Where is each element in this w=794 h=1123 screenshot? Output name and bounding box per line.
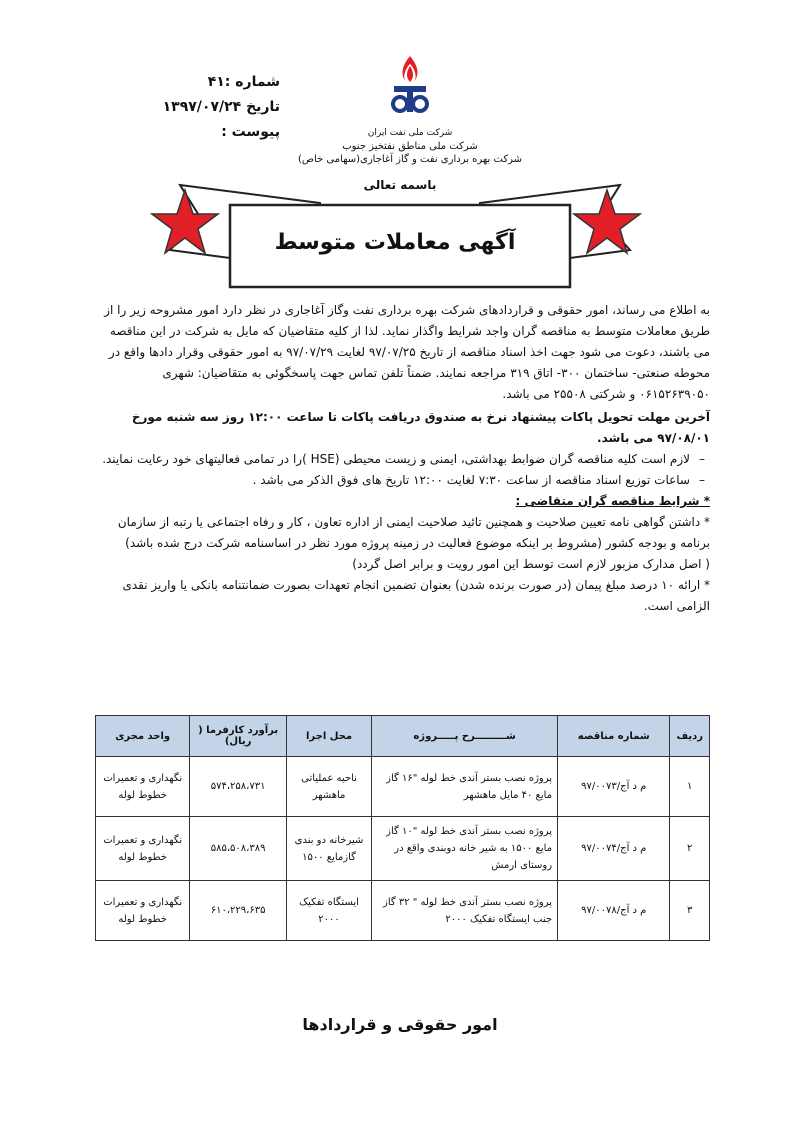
cell-row-number: ۱ (670, 757, 710, 817)
cell-description: پروژه نصب بستر آندی خط لوله " ۳۲ گاز جنب ایستگاه تفکیک ۲۰۰۰ (372, 881, 558, 941)
cell-row-number: ۳ (670, 881, 710, 941)
announcement-body (90, 300, 710, 617)
letter-number: شماره :۴۱ (207, 74, 280, 90)
bullet-hse: – لازم است کلیه مناقصه گران ضوابط بهداشتی، ایمنی و زیست محیطی (HSE )را در تمامی فعالیتهای خود رعایت نمایند. (90, 449, 710, 470)
condition-1: * داشتن گواهی نامه تعیین صلاحیت و همچنین تائید صلاحیت ایمنی از اداره تعاون ، کار و رفاه اجتماعی یا رتبه از سازمان برنامه و بودجه کشور (مشروط بر اینکه موضوع فعالیت در زمینه پروژه مورد نظر در اساسنامه شرکت درج شده باشد) (117, 515, 710, 550)
cell-location: ایستگاه تفکیک ۲۰۰۰ (286, 881, 371, 941)
conditions-title: * شرایط مناقصه گران متقاضی : (515, 494, 710, 508)
table-row (96, 757, 710, 817)
letter-date: تاریخ ۱۳۹۷/۰۷/۲۴ (162, 99, 280, 115)
table-header-row (96, 716, 710, 757)
cell-unit: نگهداری و تعمیرات خطوط لوله (96, 757, 190, 817)
org-small: شرکت ملی نفت ایران (367, 128, 453, 138)
cell-estimate: ۵۷۴،۲۵۸،۷۳۱ (190, 757, 286, 817)
cell-description: پروژه نصب بستر آندی خط لوله "۱۰ گاز مایع ۱۵۰۰ به شیر خانه دوبندی واقع در روستای ارمش (372, 817, 558, 881)
letter-meta (160, 70, 280, 145)
col-header-location: محل اجرا (286, 716, 371, 757)
paragraph-1: به اطلاع می رساند، امور حقوقی و قراردادهای شرکت بهره برداری نفت وگاز آغاجاری در نظر دارد امور مشروحه زیر را از طریق معاملات متوسط به مناقصه گران واجد شرایط واگذار نماید. لذا از کلیه متقاضیان که مایل به شرکت در این مناقصه می باشند، دعوت می شود جهت اخذ اسناد مناقصه از تاریخ ۹۷/۰۷/۲۵ لغایت ۹۷/۰۷/۲۹ به امور حقوقی وقرار دادها واقع در محوطه صنعتی- ساختمان ۳۰۰- اتاق ۳۱۹ مراجعه نمایند. ضمناً تلفن تماس جهت پاسخگوئی به متقاضیان: شهری ۰۶۱۵۲۶۳۹۰۵۰ و شرکتی ۲۵۵۰۸ می باشد. (104, 303, 710, 401)
cell-unit: نگهداری و تعمیرات خطوط لوله (96, 881, 190, 941)
condition-2: * ارائه ۱۰ درصد مبلغ پیمان (در صورت برنده شدن) بعنوان تضمین انجام تعهدات بصورت ضمانتنامه بانکی یا واریز نقدی الزامی است. (122, 578, 710, 613)
cell-tender-number: م د آج/۹۷/۰۰۷۴ (558, 817, 670, 881)
cell-tender-number: م د آج/۹۷/۰۰۷۳ (558, 757, 670, 817)
col-header-estimate: برآورد کارفرما ( ریال) (190, 716, 286, 757)
cell-location: شیرخانه دو بندی گازمایع ۱۵۰۰ (286, 817, 371, 881)
table-row (96, 881, 710, 941)
page-title: آگهی معاملات متوسط (274, 230, 516, 255)
org-name-2: شرکت بهره برداری نفت و گاز آغاجاری(سهامی خاص) (298, 154, 522, 165)
cell-unit: نگهداری و تعمیرات خطوط لوله (96, 817, 190, 881)
cell-tender-number: م د آج/۹۷/۰۰۷۸ (558, 881, 670, 941)
table-row (96, 817, 710, 881)
cell-estimate: ۵۸۵،۵۰۸،۳۸۹ (190, 817, 286, 881)
col-header-description: شـــــــــرح پـــــروژه (372, 716, 558, 757)
col-header-row-number: ردیف (670, 716, 710, 757)
cell-row-number: ۲ (670, 817, 710, 881)
cell-estimate: ۶۱۰،۲۲۹،۶۳۵ (190, 881, 286, 941)
org-name-1: شرکت ملی مناطق نفتخیز جنوب (342, 141, 478, 152)
projects-table (95, 715, 710, 941)
star-icon (572, 188, 642, 256)
cell-description: پروژه نصب بستر آندی خط لوله "۱۶ گاز مایع ۴۰ مایل ماهشهر (372, 757, 558, 817)
col-header-unit: واحد مجری (96, 716, 190, 757)
star-icon (150, 188, 220, 256)
cell-location: ناحیه عملیاتی ماهشهر (286, 757, 371, 817)
header-logo-block (290, 52, 530, 166)
signature: امور حقوقی و قراردادها (302, 1015, 498, 1034)
letter-attachment: پیوست : (221, 124, 280, 140)
col-header-tender-number: شماره مناقصه (558, 716, 670, 757)
greeting: باسمه تعالی (363, 178, 437, 192)
bullet-hours: – ساعات توزیع اسناد مناقصه از ساعت ۷:۳۰ لغایت ۱۲:۰۰ تاریخ های فوق الذکر می باشد . (90, 470, 710, 491)
paragraph-deadline: آخرین مهلت تحویل پاکات پیشنهاد نرخ به صندوق دریافت پاکات تا ساعت ۱۲:۰۰ روز سه شنبه مورخ ۹۷/۰۸/۰۱ می باشد. (131, 410, 710, 445)
nioc-logo-icon (380, 52, 440, 122)
condition-1-note: ( اصل مدارک مزبور لازم است توسط این امور رویت و برابر اصل گردد) (352, 557, 710, 571)
